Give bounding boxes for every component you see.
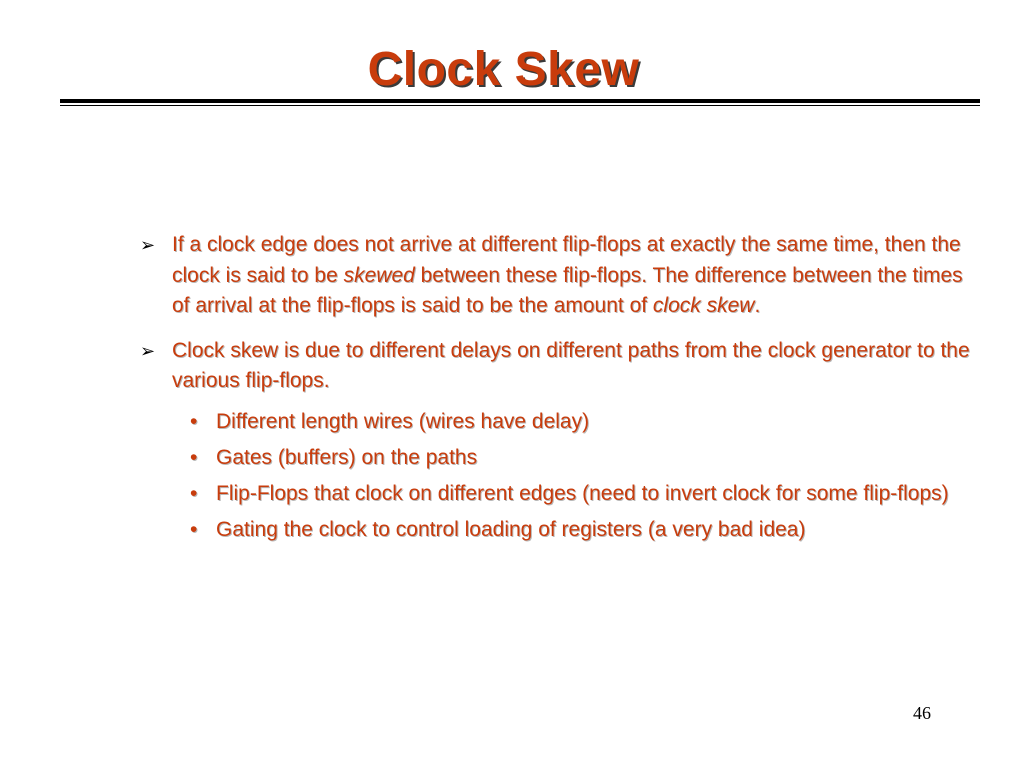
page-number: 46 [913,703,931,723]
dot-bullet-icon: • [190,409,198,433]
bullet-text: Clock skew is due to different delays on different paths from the clock generator to the various flip-flops. [172,338,970,392]
title-underline-thick [60,99,980,103]
sub-bullet-item: • Gates (buffers) on the paths [140,443,980,474]
dot-bullet-icon: • [190,481,198,505]
sub-bullet-item: • Flip-Flops that clock on different edges (need to invert clock for some flip-flops) [140,479,980,510]
causes-sub-list [140,407,980,546]
bullet-skew-definition [140,230,980,322]
sub-bullet-item: • Different length wires (wires have delay) [140,407,980,438]
term-skewed: skewed [343,263,415,287]
sub-bullet-item: • Gating the clock to control loading of registers (a very bad idea) [140,515,980,546]
dot-bullet-icon: • [190,517,198,541]
bullet-skew-causes [140,336,980,397]
bullet-text: If a clock edge does not arrive at different flip-flops at exactly the same time, then the clock is said to be skewed between these flip-flops. The difference between the times of arrival at the flip-flops is said to be the amount of clock skew. [172,233,963,317]
term-clock-skew: clock skew [652,294,755,317]
slide-title: Clock Skew [367,43,640,96]
arrow-bullet-icon: ➢ [140,235,156,255]
slide-content [140,230,980,551]
dot-bullet-icon: • [190,445,198,469]
arrow-bullet-icon: ➢ [140,340,156,361]
title-underline-thin [60,105,980,106]
